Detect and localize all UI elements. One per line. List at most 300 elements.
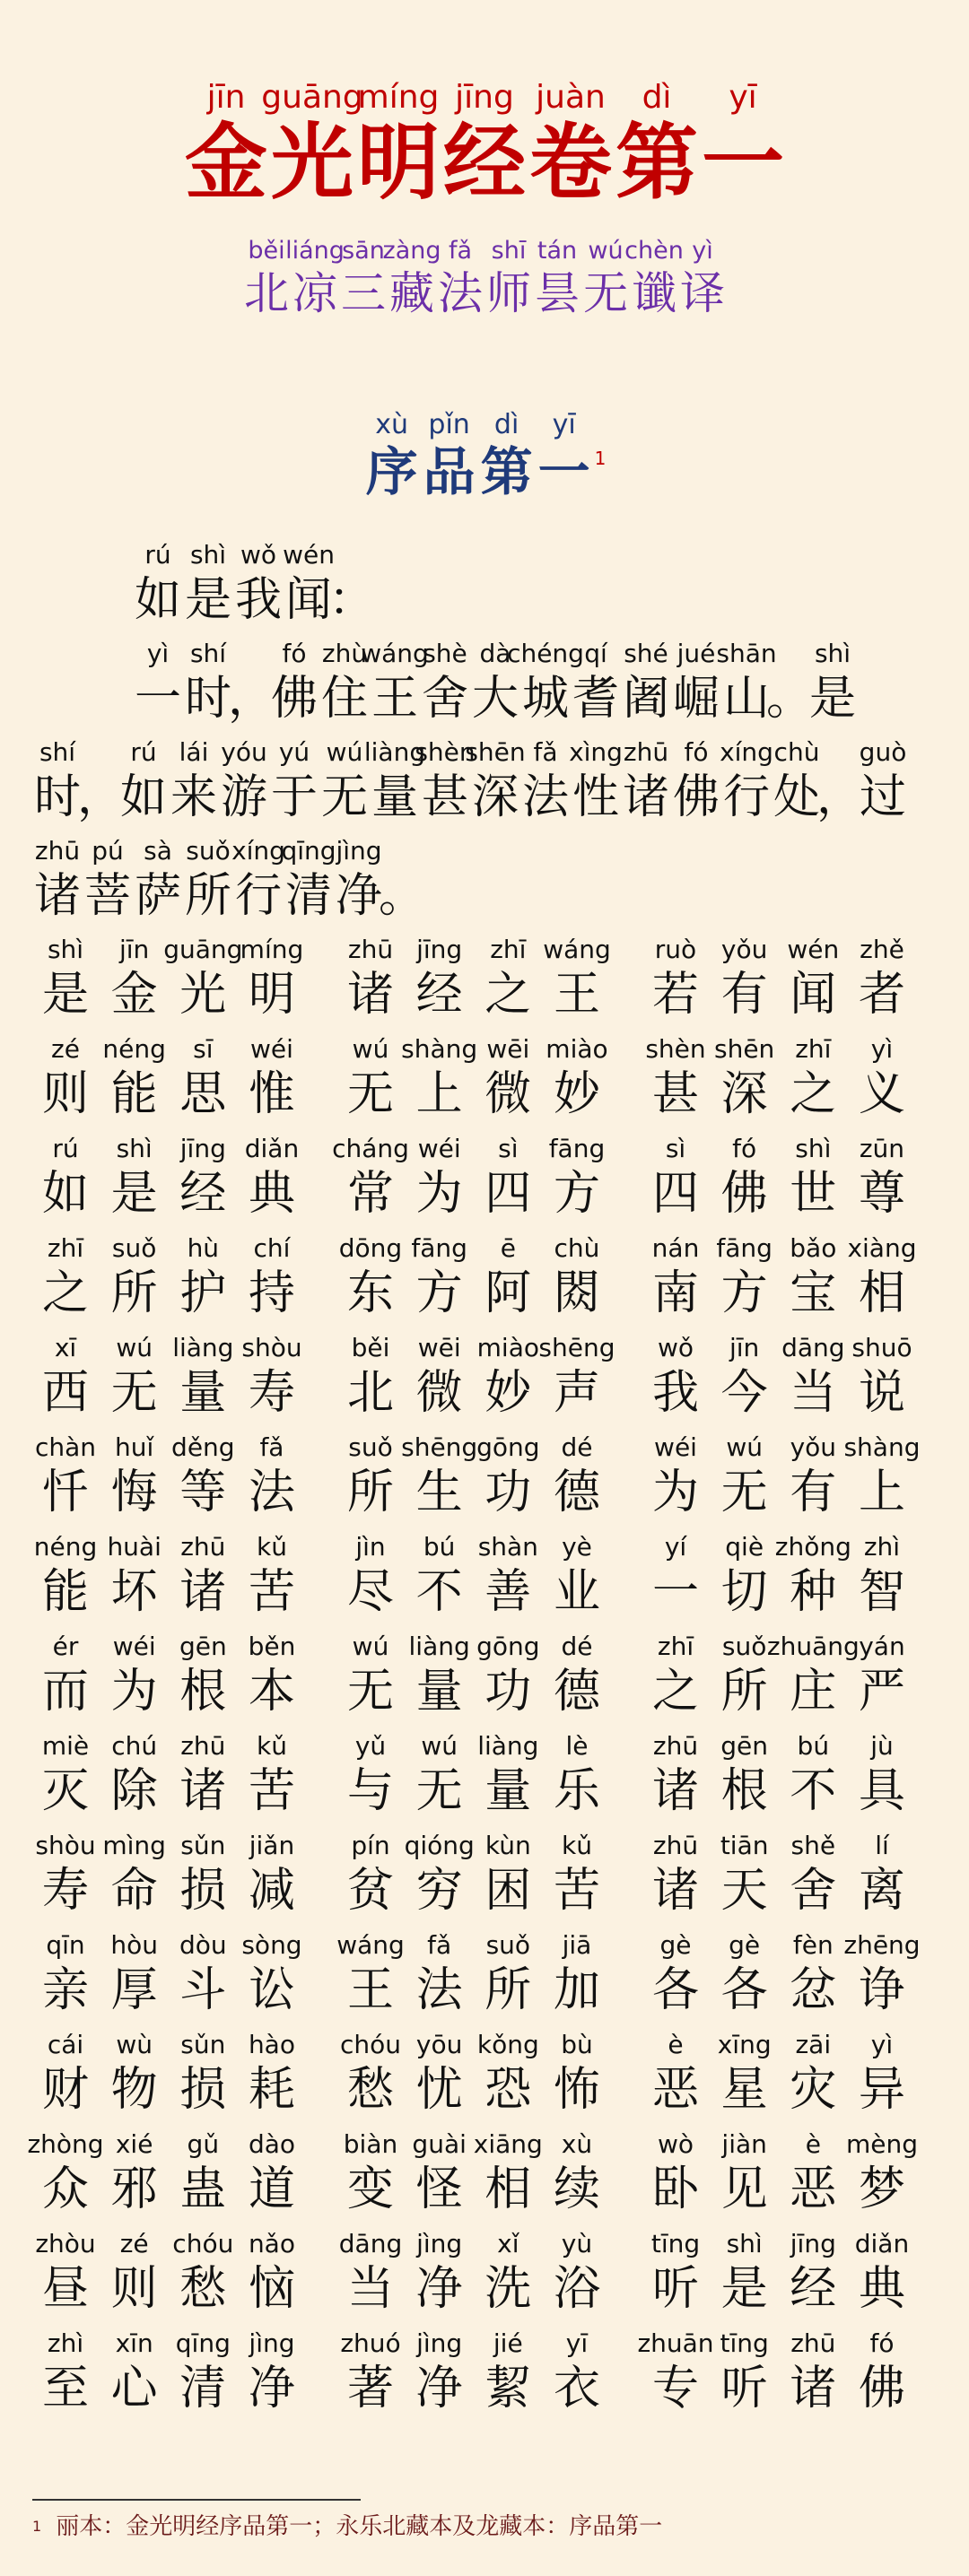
hanzi: 至: [41, 2362, 89, 2415]
pinyin: shēng: [538, 1333, 615, 1362]
hanzi: 一: [537, 441, 590, 502]
pinyin: zhuāng: [766, 1632, 860, 1661]
hanzi: 听: [720, 2362, 768, 2415]
char-unit: [101, 2028, 168, 2128]
hanzi: 法: [438, 267, 483, 319]
pinyin: suǒ: [485, 1930, 531, 1960]
pinyin: liàng: [408, 1632, 470, 1661]
pinyin: cháng: [332, 1134, 409, 1163]
verse-phrase: [642, 1032, 915, 1132]
hanzi: 诸: [179, 1565, 227, 1619]
hanzi: 思: [179, 1067, 227, 1121]
char-unit: [780, 933, 846, 1032]
hanzi: 洗: [484, 2262, 532, 2316]
pinyin: zhī: [657, 1632, 694, 1661]
hanzi: 星: [720, 2063, 768, 2117]
hanzi: 著: [346, 2362, 394, 2415]
hanzi: 能: [41, 1565, 89, 1619]
char-unit: [642, 1032, 709, 1132]
pinyin: qīn: [46, 1930, 85, 1960]
verse-phrase: [32, 1829, 305, 1928]
pinyin: jīng: [416, 935, 463, 964]
pinyin: wú: [588, 237, 624, 265]
pinyin: gēn: [179, 1632, 227, 1661]
hanzi: 众: [41, 2163, 89, 2216]
char-unit: [337, 1431, 404, 1530]
pinyin: ruò: [654, 935, 697, 964]
hanzi: 听: [651, 2262, 699, 2316]
char-unit: [382, 236, 441, 320]
pinyin: wén: [787, 935, 840, 964]
pinyin: gēn: [720, 1731, 769, 1761]
pinyin: kùn: [484, 1831, 531, 1860]
scripture-title: [0, 77, 969, 211]
verse-phrase: [32, 2227, 305, 2327]
hanzi: ，: [77, 770, 125, 824]
char-unit: [711, 1729, 778, 1829]
hanzi: 净: [335, 869, 382, 923]
hanzi: 寿: [248, 1366, 295, 1420]
char-unit: [170, 1530, 236, 1630]
pinyin: pú: [92, 836, 124, 866]
char-unit: [406, 933, 473, 1032]
hanzi: 根: [720, 1764, 768, 1818]
char-unit: [101, 1729, 168, 1829]
pinyin: néng: [102, 1034, 166, 1064]
pinyin: suǒ: [111, 1233, 157, 1263]
footnote-mark: 1: [594, 448, 607, 469]
char-unit: [475, 2028, 541, 2128]
char-unit: [772, 735, 822, 825]
hanzi: 妙: [484, 1366, 532, 1420]
char-unit: [163, 933, 243, 1032]
char-unit: [219, 735, 269, 825]
char-unit: [843, 1431, 921, 1530]
pinyin: xiàng: [847, 1233, 917, 1263]
pinyin: jié: [493, 2328, 523, 2358]
hanzi: 厚: [110, 1963, 158, 2017]
pinyin: dào: [248, 2129, 295, 2159]
hanzi: 。: [379, 869, 426, 923]
char-unit: [261, 77, 363, 211]
char-unit: [363, 408, 421, 501]
verse-phrase: [642, 1530, 915, 1630]
hanzi: 功: [484, 1466, 532, 1519]
verse-phrase: [642, 1231, 915, 1331]
pinyin: sǔn: [180, 1831, 226, 1860]
pinyin: miào: [476, 1333, 539, 1362]
char-unit: [337, 2028, 404, 2128]
hanzi: 当: [346, 2262, 394, 2316]
hanzi: 游: [220, 770, 267, 824]
pinyin: yì: [146, 639, 170, 668]
pinyin: zhuān: [637, 2328, 714, 2358]
pinyin: bù: [561, 2030, 593, 2059]
hanzi: 法: [521, 770, 569, 824]
verse-phrase: [32, 2028, 305, 2128]
pinyin: jiàn: [721, 2129, 767, 2159]
pinyin: fèn: [792, 1930, 834, 1960]
pinyin: hào: [248, 2030, 295, 2059]
verse-phrase: [32, 2327, 305, 2426]
pinyin: jìng: [416, 2328, 463, 2358]
pinyin: gǔ: [187, 2129, 220, 2159]
pinyin: gōng: [476, 1432, 540, 1462]
char-unit: [475, 2227, 541, 2327]
pinyin: sì: [498, 1134, 519, 1163]
char-unit: [415, 735, 476, 825]
char-unit: [32, 1928, 99, 2028]
pinyin: yè: [562, 1532, 592, 1562]
hanzi: 为: [651, 1466, 699, 1519]
pinyin: shèn: [645, 1034, 706, 1064]
verse-phrase: [642, 2227, 915, 2327]
pinyin: dé: [561, 1432, 593, 1462]
pinyin: zhòu: [35, 2229, 96, 2258]
char-unit: [544, 1431, 610, 1530]
char-unit: [711, 1132, 778, 1231]
hanzi: 光: [270, 114, 354, 211]
hanzi: 閦: [553, 1266, 600, 1320]
hanzi: 坏: [110, 1565, 158, 1619]
pinyin: chù: [773, 737, 820, 767]
char-unit: [528, 77, 614, 211]
pinyin: shì: [189, 540, 227, 570]
hanzi: 各: [651, 1963, 699, 2017]
pinyin: fāng: [716, 1233, 773, 1263]
char-unit: [32, 1630, 99, 1729]
hanzi: 行: [722, 770, 770, 824]
char-unit: [816, 735, 864, 825]
hanzi: 四: [484, 1167, 532, 1221]
char-unit: [581, 236, 630, 320]
char-unit: [780, 2327, 846, 2426]
hanzi: 佛: [270, 672, 318, 726]
char-unit: [780, 1829, 846, 1928]
char-unit: [170, 1928, 236, 2028]
pinyin: chàn: [34, 1432, 97, 1462]
pinyin: qí: [584, 639, 607, 668]
pinyin: chéng: [507, 639, 584, 668]
char-unit: [642, 1630, 709, 1729]
pinyin: shì: [814, 639, 851, 668]
hanzi: 序: [365, 441, 418, 502]
char-unit: [337, 2128, 404, 2227]
pinyin: wén: [283, 540, 335, 570]
pinyin: zhū: [34, 836, 81, 866]
pinyin: wú: [726, 1432, 763, 1462]
hanzi: 之: [41, 1266, 89, 1320]
pinyin: yōu: [415, 2030, 463, 2059]
pinyin: è: [805, 2129, 821, 2159]
pinyin: huài: [107, 1532, 162, 1562]
hanzi: ：: [328, 573, 376, 627]
hanzi: 微: [415, 1366, 463, 1420]
pinyin: liáng: [285, 237, 345, 265]
hanzi: 处: [773, 770, 820, 824]
pinyin: huǐ: [115, 1432, 154, 1462]
hanzi: 减: [248, 1864, 295, 1918]
char-unit: [239, 1331, 305, 1431]
pinyin: hù: [187, 1233, 220, 1263]
pinyin: fǎ: [448, 237, 473, 265]
char-unit: [475, 2128, 541, 2227]
hanzi: 心: [110, 2362, 158, 2415]
hanzi: 方: [553, 1167, 600, 1221]
char-unit: [671, 735, 721, 825]
char-unit: [849, 1032, 915, 1132]
hanzi: 舍: [421, 672, 468, 726]
hanzi: 清: [179, 2362, 227, 2415]
hanzi: 净: [415, 2362, 463, 2415]
hanzi: 命: [110, 1864, 158, 1918]
char-unit: [465, 735, 526, 825]
char-unit: [406, 1530, 473, 1630]
char-unit: [642, 1530, 709, 1630]
verse-phrase: [27, 2128, 305, 2227]
hanzi: 第: [615, 114, 698, 211]
hanzi: 如: [41, 1167, 89, 1221]
char-unit: [475, 1928, 541, 2028]
verse-phrase: [642, 1331, 915, 1431]
pinyin: liàng: [477, 1731, 539, 1761]
char-unit: [337, 2327, 404, 2426]
pinyin: diǎn: [244, 1134, 300, 1163]
hanzi: 译: [680, 267, 725, 319]
verse-phrase: [642, 1829, 915, 1928]
hanzi: 除: [110, 1764, 158, 1818]
hanzi: 诸: [346, 968, 394, 1022]
prose-line: [0, 735, 969, 825]
hanzi: 忿: [790, 1963, 837, 2017]
pinyin: kǔ: [256, 1532, 287, 1562]
char-unit: [642, 1231, 709, 1331]
hanzi: 四: [651, 1167, 699, 1221]
hanzi: 东: [346, 1266, 394, 1320]
pinyin: fó: [869, 2328, 895, 2358]
char-unit: [849, 1331, 915, 1431]
verse-phrase: [642, 2028, 915, 2128]
char-unit: [849, 2227, 915, 2327]
pinyin: xīng: [717, 2030, 772, 2059]
hanzi: 严: [858, 1665, 905, 1719]
pinyin: shí: [39, 737, 76, 767]
hanzi: 切: [720, 1565, 768, 1619]
hanzi: 道: [248, 2163, 295, 2216]
char-unit: [406, 1928, 473, 2028]
verse-phrase: [337, 2028, 610, 2128]
verse-row: [32, 1630, 938, 1729]
hanzi: 恐: [484, 2063, 532, 2117]
hanzi: 之: [484, 968, 532, 1022]
pinyin: suǒ: [721, 1632, 767, 1661]
char-unit: [721, 735, 772, 825]
char-unit: [77, 735, 125, 825]
pinyin: zhū: [652, 1831, 699, 1860]
char-unit: [406, 2028, 473, 2128]
pinyin: fāng: [548, 1134, 606, 1163]
char-unit: [101, 1231, 168, 1331]
char-unit: [642, 1729, 709, 1829]
verse-row: [32, 1331, 938, 1431]
pinyin: zhī: [47, 1233, 84, 1263]
hanzi: 三: [341, 267, 386, 319]
hanzi: 于: [270, 770, 318, 824]
hanzi: 阇: [622, 672, 669, 726]
char-unit: [101, 1431, 168, 1530]
hanzi: 尊: [858, 1167, 905, 1221]
verse-phrase: [642, 1132, 915, 1231]
char-unit: [475, 1231, 541, 1331]
hanzi: 甚: [651, 1067, 699, 1121]
char-unit: [170, 1032, 236, 1132]
char-unit: [711, 2028, 778, 2128]
pinyin: běi: [351, 1333, 390, 1362]
hanzi: 深: [720, 1067, 768, 1121]
char-unit: [484, 236, 533, 320]
hanzi: 当: [790, 1366, 837, 1420]
hanzi: 寿: [41, 1864, 89, 1918]
verse-phrase: [642, 2128, 918, 2227]
char-unit: [544, 1132, 610, 1231]
pinyin: nǎo: [248, 2229, 295, 2258]
hanzi: 怪: [415, 2163, 463, 2216]
pinyin: chèn: [624, 237, 684, 265]
char-unit: [406, 2227, 473, 2327]
char-unit: [239, 2327, 305, 2426]
pinyin: jìng: [416, 2229, 463, 2258]
pinyin: chù: [554, 1233, 600, 1263]
hanzi: 无: [320, 770, 368, 824]
hanzi: 则: [41, 1067, 89, 1121]
pinyin: yí: [664, 1532, 687, 1562]
hanzi: 我: [651, 1366, 699, 1420]
pinyin: shì: [47, 935, 84, 964]
hanzi: 是: [720, 2262, 768, 2316]
verse-phrase: [337, 2128, 610, 2227]
char-unit: [614, 77, 700, 211]
hanzi: 变: [346, 2163, 394, 2216]
pinyin: ē: [500, 1233, 516, 1263]
hanzi: 持: [248, 1266, 295, 1320]
char-unit: [780, 1729, 846, 1829]
char-unit: [642, 1431, 709, 1530]
hanzi: 见: [720, 2163, 768, 2216]
char-unit: [133, 637, 183, 727]
pinyin: tiān: [720, 1831, 769, 1860]
hanzi: 则: [110, 2262, 158, 2316]
char-unit: [337, 1928, 404, 2028]
char-unit: [406, 2327, 473, 2426]
hanzi: 损: [179, 2063, 227, 2117]
pinyin: míng: [357, 79, 440, 116]
char-unit: [406, 1729, 473, 1829]
char-unit: [183, 538, 233, 628]
hanzi: 藏: [389, 267, 434, 319]
hanzi: 苦: [553, 1864, 600, 1918]
pinyin: zhì: [47, 2328, 84, 2358]
hanzi: 根: [179, 1665, 227, 1719]
char-unit: [621, 735, 671, 825]
pinyin: suǒ: [186, 836, 231, 866]
hanzi: 上: [858, 1466, 905, 1519]
char-unit: [169, 735, 219, 825]
verse-row: [32, 933, 938, 1032]
pinyin: zhū: [623, 737, 669, 767]
pinyin: qīng: [175, 2328, 231, 2358]
pinyin: bú: [797, 1731, 830, 1761]
pinyin: nán: [651, 1233, 700, 1263]
hanzi: 诸: [622, 770, 669, 824]
char-unit: [711, 1231, 778, 1331]
char-unit: [337, 933, 404, 1032]
char-unit: [533, 236, 581, 320]
char-unit: [711, 1829, 778, 1928]
pinyin: yán: [859, 1632, 905, 1661]
pinyin: fǎ: [427, 1930, 452, 1960]
pinyin: sī: [193, 1034, 214, 1064]
pinyin: qīng: [281, 836, 336, 866]
char-unit: [101, 1530, 168, 1630]
hanzi: 无: [415, 1764, 463, 1818]
hanzi: 衣: [553, 2362, 600, 2415]
pinyin: shī: [491, 237, 527, 265]
pinyin: wēi: [417, 1333, 461, 1362]
char-unit: [475, 1032, 541, 1132]
pinyin: chóu: [172, 2229, 234, 2258]
pinyin: wáng: [361, 639, 429, 668]
char-unit: [183, 834, 233, 924]
char-unit: [239, 1431, 305, 1530]
hanzi: 相: [484, 2163, 532, 2216]
char-unit: [843, 1928, 921, 2028]
pinyin: fǎ: [259, 1432, 284, 1462]
pinyin: guài: [412, 2129, 467, 2159]
char-unit: [239, 1928, 305, 2028]
pinyin: zūn: [859, 1134, 905, 1163]
char-unit: [183, 637, 233, 727]
hanzi: 恶: [790, 2163, 837, 2216]
verse-row: [32, 2028, 938, 2128]
char-unit: [711, 1530, 778, 1630]
char-unit: [711, 1331, 778, 1431]
hanzi: 苦: [248, 1565, 295, 1619]
hanzi: 凉: [292, 267, 337, 319]
char-unit: [780, 1231, 846, 1331]
char-unit: [239, 1630, 305, 1729]
char-unit: [780, 2227, 846, 2327]
char-unit: [711, 2227, 778, 2327]
hanzi: 宝: [790, 1266, 837, 1320]
char-unit: [642, 1132, 709, 1231]
pinyin: yǔ: [354, 1731, 387, 1761]
char-unit: [101, 2227, 168, 2327]
verse-phrase: [642, 1630, 915, 1729]
hanzi: 性: [572, 770, 619, 824]
pinyin: dāng: [781, 1333, 845, 1362]
hanzi: 耗: [248, 2063, 295, 2117]
verse-phrase: [337, 1630, 610, 1729]
char-unit: [239, 2128, 305, 2227]
char-unit: [642, 2227, 709, 2327]
hanzi: 明: [356, 114, 440, 211]
hanzi: 所: [346, 1466, 394, 1519]
hanzi: 苦: [248, 1764, 295, 1818]
pinyin: [248, 637, 256, 671]
pinyin: [398, 834, 406, 868]
hanzi: 是: [41, 968, 89, 1022]
hanzi: 为: [415, 1167, 463, 1221]
